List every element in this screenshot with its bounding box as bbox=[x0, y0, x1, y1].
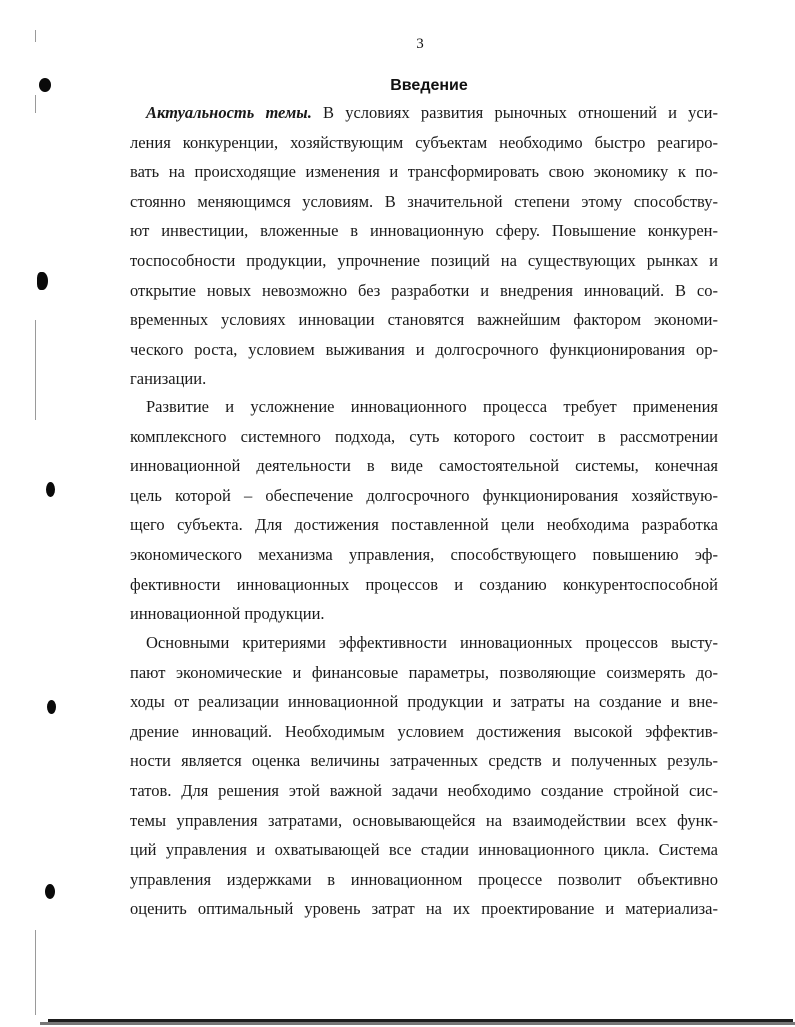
text-line: ганизации. bbox=[130, 369, 207, 389]
text-line: Актуальность темы. В условиях развития рыночных отношений и уси- bbox=[146, 103, 719, 122]
text-line: Основными критериями эффективности инновационных процессов высту- bbox=[146, 633, 718, 652]
page-number: 3 bbox=[416, 36, 424, 52]
text-line: Развитие и усложнение инновационного процесса требует применения bbox=[146, 397, 718, 416]
text-line: временных условиях инновации становятся важнейшим фактором экономи- bbox=[130, 310, 718, 330]
text-line: оценить оптимальный уровень затрат на их проектирование и материализа- bbox=[130, 899, 718, 919]
text-line: инновационной продукции. bbox=[130, 604, 325, 624]
text-line: открытие новых невозможно без разработки и внедрения инноваций. В со- bbox=[130, 280, 718, 300]
punch-hole-mark bbox=[47, 700, 56, 714]
text-line: стоянно меняющимся условиям. В значительной степени этому способству- bbox=[130, 191, 718, 211]
text-line: цель которой – обеспечение долгосрочного функционирования хозяйствую- bbox=[130, 485, 718, 505]
punch-hole-mark bbox=[37, 272, 48, 290]
punch-hole-mark bbox=[45, 884, 55, 899]
paragraph-relevance bbox=[130, 98, 718, 394]
text-line: комплексного системного подхода, суть которого состоит в рассмотрении bbox=[130, 426, 718, 446]
text-line: управления издержками в инновационном процессе позволит объективно bbox=[130, 869, 718, 889]
text-line: татов. Для решения этой важной задачи необходимо создание стройной сис- bbox=[130, 780, 718, 800]
text-line: фективности инновационных процессов и созданию конкурентоспособной bbox=[130, 574, 718, 594]
paragraph-system-approach bbox=[130, 392, 718, 629]
section-heading: Введение bbox=[390, 77, 468, 94]
text-line: ческого роста, условием выживания и долгосрочного функционирования ор- bbox=[130, 339, 718, 359]
text-line: тоспособности продукции, упрочнение позиций на существующих рынках и bbox=[130, 250, 718, 270]
page-bottom-edge bbox=[40, 1022, 795, 1025]
scan-margin-line bbox=[35, 930, 36, 1015]
text-line: ходы от реализации инновационной продукции и затраты на создание и вне- bbox=[130, 692, 718, 712]
text-line: экономического механизма управления, способствующего повышению эф- bbox=[130, 544, 718, 564]
text-line: инновационной деятельности в виде самостоятельной системы, конечная bbox=[130, 456, 718, 476]
text-line: темы управления затратами, основывающейся на взаимодействии всех функ- bbox=[130, 810, 718, 830]
scan-margin-line bbox=[35, 95, 36, 113]
paragraph-lead: Актуальность темы. bbox=[146, 103, 312, 122]
text-line: ют инвестиции, вложенные в инновационную сферу. Повышение конкурен- bbox=[130, 221, 718, 241]
text-line: ности является оценка величины затраченных средств и полученных резуль- bbox=[130, 751, 718, 771]
text-line: ций управления и охватывающей все стадии инновационного цикла. Система bbox=[130, 840, 718, 860]
scan-margin-line bbox=[35, 320, 36, 420]
text-line: вать на происходящие изменения и трансформировать свою экономику к по- bbox=[130, 162, 718, 182]
text-line: ления конкуренции, хозяйствующим субъектам необходимо быстро реагиро- bbox=[130, 132, 718, 152]
paragraph-efficiency-criteria bbox=[130, 628, 718, 924]
punch-hole-mark bbox=[46, 482, 55, 497]
text-line: щего субъекта. Для достижения поставленной цели необходима разработка bbox=[130, 515, 718, 535]
text-line: дрение инноваций. Необходимым условием достижения высокой эффектив- bbox=[130, 721, 718, 741]
text-line: пают экономические и финансовые параметры, позволяющие соизмерять до- bbox=[130, 662, 718, 682]
